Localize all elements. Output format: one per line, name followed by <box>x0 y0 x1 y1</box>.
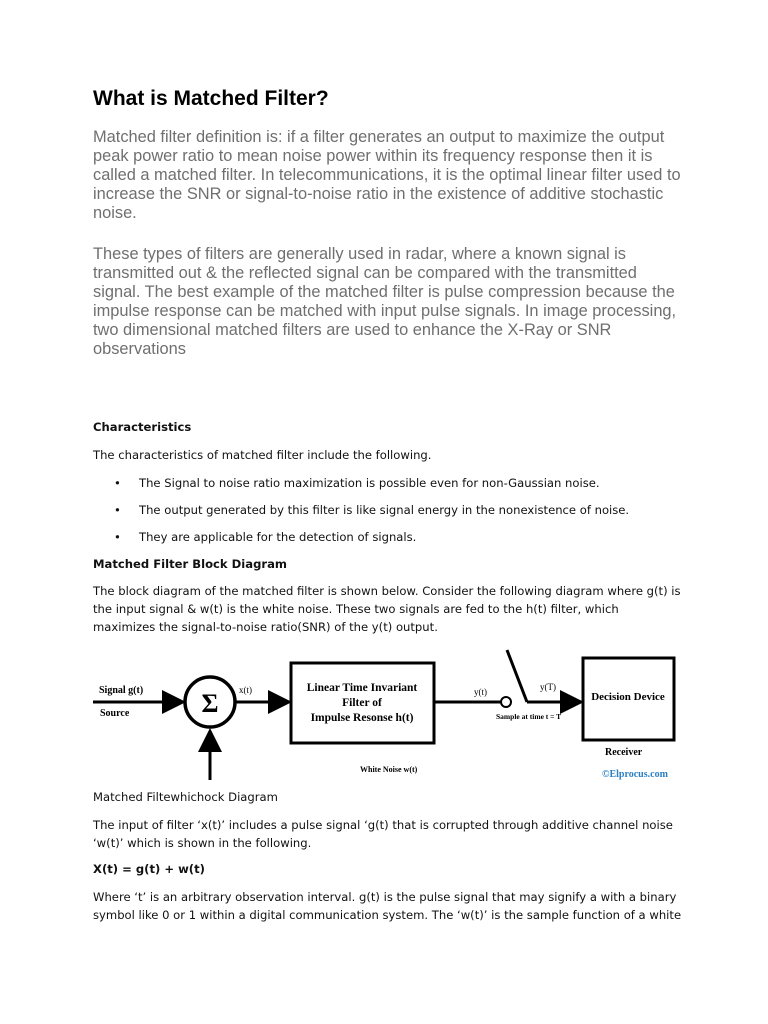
list-item <box>93 501 683 528</box>
matched-filter-block-diagram <box>93 640 683 790</box>
noise-label: White Noise w(t) <box>360 765 418 774</box>
filter-label-line1: Linear Time Invariant <box>306 682 418 694</box>
bullet-icon: • <box>114 503 121 517</box>
definition-paragraph: Where ‘t’ is an arbitrary observation interval. g(t) is the pulse signal that may signify a with a binary symbol like 0 or 1 within a digital communication system. The ‘w(t)’ is the sample function of a white <box>93 890 682 922</box>
equation: X(t) = g(t) + w(t) <box>93 862 205 876</box>
filter-label-line3: Impulse Resonse h(t) <box>310 712 414 724</box>
characteristics-heading: Characteristics <box>93 420 192 434</box>
list-item-text: The output generated by this filter is like signal energy in the nonexistence of noise. <box>139 503 630 517</box>
intro-paragraph-1: Matched filter definition is: if a filter generates an output to maximize the output peak power ratio to mean noise power within its frequency response then it is called a matched filter. In telecommunications, it is the optimal linear filter used to increase the SNR or signal-to-noise ratio in the existence of additive stochastic noise. <box>93 128 681 222</box>
receiver-label: Receiver <box>605 747 643 758</box>
intro-paragraph-2: These types of filters are generally used in radar, where a known signal is transmitted out & the reflected signal can be compared with the transmitted signal. The best example of the matched filter is pulse compression because the impulse response can be matched with input pulse signals. In image processing, two dimensional matched filters are used to enhance the X-Ray or SNR observations <box>93 245 677 358</box>
sample-label: Sample at time t = T <box>496 712 562 721</box>
sigma-icon: Σ <box>201 689 219 718</box>
x-label: x(t) <box>239 685 252 695</box>
filter-label-line2: Filter of <box>342 697 382 709</box>
characteristics-lead: The characteristics of matched filter include the following. <box>93 448 432 462</box>
diagram-caption: Matched Filtewhichock Diagram <box>93 790 278 804</box>
list-item-text: The Signal to noise ratio maximization is possible even for non-Gaussian noise. <box>139 476 600 490</box>
list-item-text: They are applicable for the detection of signals. <box>139 530 417 544</box>
credit-logo: ©Elprocus.com <box>602 769 668 780</box>
page-title: What is Matched Filter? <box>93 87 329 110</box>
block-diagram-description: The block diagram of the matched filter is shown below. Consider the following diagram where g(t) is the input signal & w(t) is the white noise. These two signals are fed to the h(t) filter, which maximizes the signal-to-noise ratio(SNR) of the y(t) output. <box>93 584 681 634</box>
decision-label: Decision Device <box>591 691 665 703</box>
block-diagram-heading: Matched Filter Block Diagram <box>93 557 287 571</box>
list-item <box>93 528 683 555</box>
list-item <box>93 474 683 501</box>
input-paragraph: The input of filter ‘x(t)’ includes a pulse signal ‘g(t) that is corrupted through additive channel noise ‘w(t)’ which is shown in the following. <box>93 818 673 850</box>
characteristics-list <box>93 474 683 555</box>
yT-label: y(T) <box>540 682 556 692</box>
bullet-icon: • <box>114 476 121 490</box>
switch-contact <box>501 697 511 707</box>
bullet-icon: • <box>114 530 121 544</box>
sampling-switch <box>507 650 527 702</box>
signal-label: Signal g(t) <box>99 685 144 696</box>
source-label: Source <box>100 708 130 719</box>
y-label: y(t) <box>474 687 487 697</box>
